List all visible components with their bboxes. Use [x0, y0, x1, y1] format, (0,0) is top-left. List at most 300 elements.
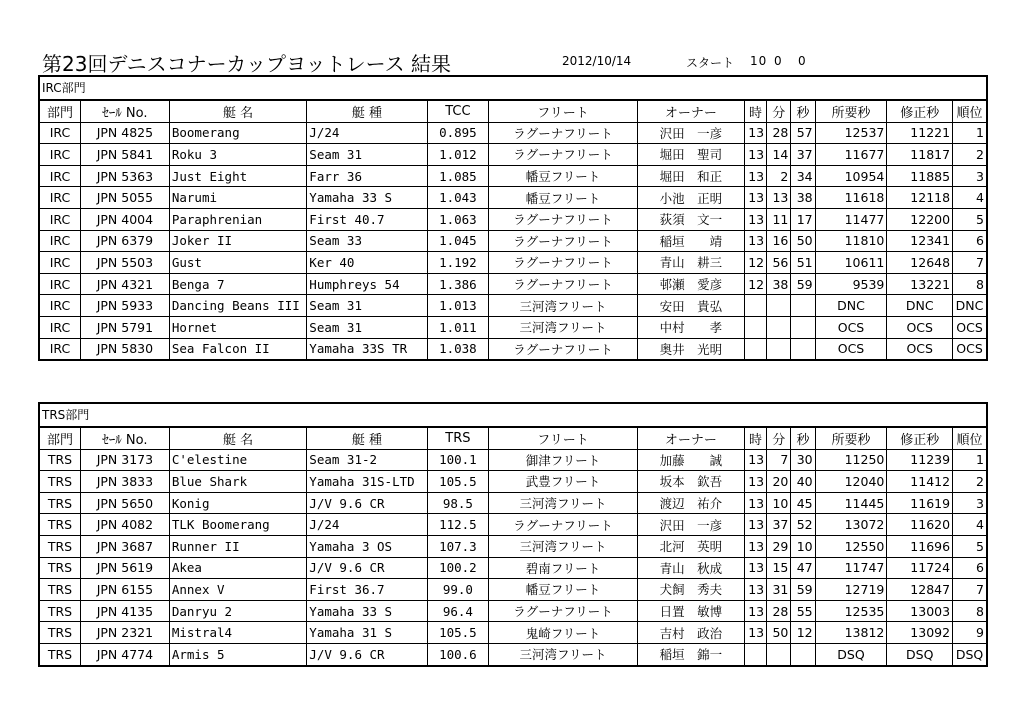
cell-boat-name: Paraphrenian: [169, 208, 306, 230]
cell-boat-type: Yamaha 33 S: [307, 600, 427, 622]
cell-hour: 13: [744, 187, 766, 209]
header-row: [40, 101, 986, 122]
table-row: [40, 471, 986, 493]
cell-minute: 7: [767, 449, 791, 471]
cell-fleet: ラグーナフリート: [489, 252, 638, 274]
cell-owner: 稲垣 錦一: [637, 643, 744, 664]
cell-division: IRC: [40, 252, 80, 274]
table-row: [40, 449, 986, 471]
cell-division: TRS: [40, 535, 80, 557]
cell-second: 47: [791, 557, 815, 579]
cell-fleet: ラグーナフリート: [489, 600, 638, 622]
cell-rank: OCS: [953, 338, 986, 359]
cell-rating: 1.011: [427, 316, 489, 338]
cell-minute: 38: [767, 273, 791, 295]
start-label: スタート: [686, 56, 735, 70]
cell-elapsed: OCS: [815, 338, 887, 359]
cell-hour: 13: [744, 122, 766, 144]
cell-elapsed: 11810: [815, 230, 887, 252]
cell-boat-name: Konig: [169, 492, 306, 514]
cell-division: TRS: [40, 600, 80, 622]
cell-division: TRS: [40, 492, 80, 514]
cell-fleet: 幡豆フリート: [489, 165, 638, 187]
cell-fleet: ラグーナフリート: [489, 338, 638, 359]
col-header-elapsed: 所要秒: [815, 428, 887, 449]
cell-owner: 邨瀬 愛彦: [637, 273, 744, 295]
cell-division: IRC: [40, 273, 80, 295]
cell-boat-name: Danryu 2: [169, 600, 306, 622]
cell-boat-name: Armis 5: [169, 643, 306, 664]
table-row: [40, 338, 986, 359]
cell-division: IRC: [40, 144, 80, 166]
cell-sail-no: JPN 4004: [80, 208, 169, 230]
cell-hour: 13: [744, 449, 766, 471]
cell-second: 59: [791, 273, 815, 295]
cell-fleet: 三河湾フリート: [489, 295, 638, 317]
cell-boat-type: Farr 36: [307, 165, 427, 187]
cell-minute: 13: [767, 187, 791, 209]
cell-minute: 28: [767, 600, 791, 622]
cell-sail-no: JPN 4825: [80, 122, 169, 144]
cell-rank: 2: [953, 471, 986, 493]
cell-hour: 12: [744, 273, 766, 295]
col-header-corrected: 修正秒: [887, 101, 953, 122]
cell-hour: 13: [744, 557, 766, 579]
cell-sail-no: JPN 2321: [80, 622, 169, 644]
cell-division: TRS: [40, 622, 80, 644]
cell-boat-type: Yamaha 33S TR: [307, 338, 427, 359]
cell-sail-no: JPN 5503: [80, 252, 169, 274]
cell-corrected: 12118: [887, 187, 953, 209]
cell-boat-type: Seam 31: [307, 316, 427, 338]
cell-division: TRS: [40, 449, 80, 471]
cell-division: IRC: [40, 230, 80, 252]
cell-corrected: 12648: [887, 252, 953, 274]
cell-hour: 13: [744, 622, 766, 644]
col-header-owner: オーナー: [637, 428, 744, 449]
cell-second: 40: [791, 471, 815, 493]
cell-rank: 8: [953, 600, 986, 622]
cell-owner: 堀田 和正: [637, 165, 744, 187]
cell-minute: 10: [767, 492, 791, 514]
cell-fleet: ラグーナフリート: [489, 208, 638, 230]
start-second: 0: [798, 54, 807, 68]
table-row: [40, 165, 986, 187]
cell-rating: 1.386: [427, 273, 489, 295]
col-header-boat-type: 艇 種: [307, 428, 427, 449]
cell-fleet: 三河湾フリート: [489, 643, 638, 664]
results-table: [40, 101, 986, 359]
cell-elapsed: 13812: [815, 622, 887, 644]
cell-elapsed: 11445: [815, 492, 887, 514]
cell-hour: 12: [744, 252, 766, 274]
race-date: 2012/10/14: [562, 54, 632, 68]
col-header-hour: 時: [744, 101, 766, 122]
cell-fleet: 幡豆フリート: [489, 187, 638, 209]
cell-rank: 7: [953, 252, 986, 274]
col-header-minute: 分: [767, 428, 791, 449]
cell-minute: 20: [767, 471, 791, 493]
col-header-fleet: フリート: [489, 428, 638, 449]
cell-owner: 小池 正明: [637, 187, 744, 209]
irc-section: [38, 75, 988, 361]
cell-owner: 中村 孝: [637, 316, 744, 338]
cell-second: 52: [791, 514, 815, 536]
cell-boat-type: J/V 9.6 CR: [307, 492, 427, 514]
start-time: [750, 54, 822, 68]
cell-minute: 56: [767, 252, 791, 274]
cell-second: 37: [791, 144, 815, 166]
cell-elapsed: 10954: [815, 165, 887, 187]
cell-owner: 稲垣 靖: [637, 230, 744, 252]
table-row: [40, 643, 986, 664]
cell-second: 34: [791, 165, 815, 187]
cell-owner: 堀田 聖司: [637, 144, 744, 166]
cell-rating: 100.1: [427, 449, 489, 471]
cell-hour: 13: [744, 600, 766, 622]
cell-second: 59: [791, 579, 815, 601]
cell-rating: 1.063: [427, 208, 489, 230]
cell-rank: 8: [953, 273, 986, 295]
cell-corrected: 11221: [887, 122, 953, 144]
col-header-division: 部門: [40, 428, 80, 449]
col-header-minute: 分: [767, 101, 791, 122]
cell-rank: 5: [953, 535, 986, 557]
col-header-rank: 順位: [953, 428, 986, 449]
cell-rank: 7: [953, 579, 986, 601]
cell-hour: 13: [744, 492, 766, 514]
cell-second: [791, 295, 815, 317]
cell-boat-name: Sea Falcon II: [169, 338, 306, 359]
cell-corrected: 13221: [887, 273, 953, 295]
col-header-division: 部門: [40, 101, 80, 122]
cell-rank: 1: [953, 122, 986, 144]
cell-owner: 加藤 誠: [637, 449, 744, 471]
cell-elapsed: 11250: [815, 449, 887, 471]
col-header-sail-no: ｾｰﾙ No.: [80, 428, 169, 449]
col-header-corrected: 修正秒: [887, 428, 953, 449]
cell-elapsed: 12040: [815, 471, 887, 493]
cell-hour: 13: [744, 471, 766, 493]
table-row: [40, 579, 986, 601]
cell-rank: 5: [953, 208, 986, 230]
section-title: TRS部門: [40, 404, 986, 428]
col-header-second: 秒: [791, 428, 815, 449]
cell-division: TRS: [40, 557, 80, 579]
cell-corrected: 13092: [887, 622, 953, 644]
col-header-rating: TCC: [427, 101, 489, 122]
col-header-sail-no: ｾｰﾙ No.: [80, 101, 169, 122]
cell-boat-type: First 36.7: [307, 579, 427, 601]
cell-sail-no: JPN 5791: [80, 316, 169, 338]
col-header-owner: オーナー: [637, 101, 744, 122]
cell-sail-no: JPN 5933: [80, 295, 169, 317]
cell-rating: 112.5: [427, 514, 489, 536]
cell-rank: 2: [953, 144, 986, 166]
cell-minute: 29: [767, 535, 791, 557]
cell-rank: 4: [953, 514, 986, 536]
cell-hour: [744, 295, 766, 317]
cell-elapsed: 11747: [815, 557, 887, 579]
cell-owner: 日置 敏博: [637, 600, 744, 622]
cell-elapsed: 12719: [815, 579, 887, 601]
cell-hour: [744, 316, 766, 338]
cell-minute: 11: [767, 208, 791, 230]
cell-division: TRS: [40, 471, 80, 493]
cell-sail-no: JPN 4135: [80, 600, 169, 622]
cell-owner: 青山 秋成: [637, 557, 744, 579]
start-minute: 0: [774, 54, 783, 68]
col-header-boat-name: 艇 名: [169, 428, 306, 449]
cell-rating: 1.012: [427, 144, 489, 166]
cell-minute: 28: [767, 122, 791, 144]
col-header-second: 秒: [791, 101, 815, 122]
cell-second: 17: [791, 208, 815, 230]
cell-minute: [767, 316, 791, 338]
cell-elapsed: 12535: [815, 600, 887, 622]
cell-rating: 96.4: [427, 600, 489, 622]
cell-corrected: 11885: [887, 165, 953, 187]
cell-corrected: OCS: [887, 316, 953, 338]
cell-corrected: 11239: [887, 449, 953, 471]
cell-second: [791, 643, 815, 664]
col-header-elapsed: 所要秒: [815, 101, 887, 122]
cell-minute: 50: [767, 622, 791, 644]
table-row: [40, 492, 986, 514]
cell-fleet: ラグーナフリート: [489, 122, 638, 144]
cell-boat-type: J/V 9.6 CR: [307, 557, 427, 579]
section-title: IRC部門: [40, 77, 986, 101]
cell-corrected: 12341: [887, 230, 953, 252]
cell-corrected: 11619: [887, 492, 953, 514]
cell-division: IRC: [40, 122, 80, 144]
cell-sail-no: JPN 5619: [80, 557, 169, 579]
cell-rating: 98.5: [427, 492, 489, 514]
col-header-boat-name: 艇 名: [169, 101, 306, 122]
cell-boat-name: Roku 3: [169, 144, 306, 166]
cell-corrected: OCS: [887, 338, 953, 359]
cell-boat-name: C'elestine: [169, 449, 306, 471]
table-row: [40, 622, 986, 644]
col-header-boat-type: 艇 種: [307, 101, 427, 122]
results-table: [40, 428, 986, 665]
cell-owner: 犬飼 秀夫: [637, 579, 744, 601]
cell-fleet: 三河湾フリート: [489, 316, 638, 338]
cell-minute: [767, 295, 791, 317]
table-row: [40, 295, 986, 317]
cell-rating: 1.038: [427, 338, 489, 359]
cell-owner: 渡辺 祐介: [637, 492, 744, 514]
cell-boat-name: Blue Shark: [169, 471, 306, 493]
cell-fleet: 幡豆フリート: [489, 579, 638, 601]
cell-hour: 13: [744, 230, 766, 252]
cell-minute: 37: [767, 514, 791, 536]
cell-corrected: 13003: [887, 600, 953, 622]
cell-fleet: 鬼崎フリート: [489, 622, 638, 644]
cell-boat-type: Seam 31: [307, 295, 427, 317]
report-header: [42, 48, 1002, 76]
cell-boat-name: Runner II: [169, 535, 306, 557]
cell-owner: 沢田 一彦: [637, 514, 744, 536]
cell-corrected: 11817: [887, 144, 953, 166]
cell-rating: 1.013: [427, 295, 489, 317]
cell-corrected: 12847: [887, 579, 953, 601]
cell-hour: 13: [744, 208, 766, 230]
cell-elapsed: 11618: [815, 187, 887, 209]
cell-boat-name: Hornet: [169, 316, 306, 338]
col-header-rank: 順位: [953, 101, 986, 122]
cell-elapsed: 11677: [815, 144, 887, 166]
cell-fleet: 碧南フリート: [489, 557, 638, 579]
cell-sail-no: JPN 5055: [80, 187, 169, 209]
cell-fleet: 御津フリート: [489, 449, 638, 471]
cell-rank: OCS: [953, 316, 986, 338]
cell-minute: 15: [767, 557, 791, 579]
cell-minute: [767, 643, 791, 664]
cell-boat-type: Seam 31-2: [307, 449, 427, 471]
cell-division: IRC: [40, 316, 80, 338]
cell-rating: 1.085: [427, 165, 489, 187]
cell-division: TRS: [40, 579, 80, 601]
cell-rank: 6: [953, 230, 986, 252]
col-header-hour: 時: [744, 428, 766, 449]
cell-sail-no: JPN 4321: [80, 273, 169, 295]
cell-division: IRC: [40, 187, 80, 209]
cell-rating: 99.0: [427, 579, 489, 601]
table-row: [40, 316, 986, 338]
col-header-fleet: フリート: [489, 101, 638, 122]
cell-rating: 100.2: [427, 557, 489, 579]
cell-sail-no: JPN 5363: [80, 165, 169, 187]
cell-corrected: 11620: [887, 514, 953, 536]
cell-second: 10: [791, 535, 815, 557]
cell-fleet: ラグーナフリート: [489, 144, 638, 166]
cell-corrected: 12200: [887, 208, 953, 230]
cell-boat-type: Ker 40: [307, 252, 427, 274]
cell-owner: 坂本 欽吾: [637, 471, 744, 493]
cell-boat-name: Annex V: [169, 579, 306, 601]
cell-elapsed: 9539: [815, 273, 887, 295]
cell-elapsed: 10611: [815, 252, 887, 274]
cell-owner: 安田 貴弘: [637, 295, 744, 317]
cell-sail-no: JPN 6379: [80, 230, 169, 252]
cell-boat-name: Akea: [169, 557, 306, 579]
cell-hour: 13: [744, 165, 766, 187]
cell-corrected: DSQ: [887, 643, 953, 664]
table-row: [40, 535, 986, 557]
cell-sail-no: JPN 6155: [80, 579, 169, 601]
cell-elapsed: DNC: [815, 295, 887, 317]
cell-division: IRC: [40, 165, 80, 187]
cell-second: 51: [791, 252, 815, 274]
cell-fleet: 三河湾フリート: [489, 492, 638, 514]
cell-boat-type: Yamaha 33 S: [307, 187, 427, 209]
cell-elapsed: OCS: [815, 316, 887, 338]
table-row: [40, 514, 986, 536]
cell-sail-no: JPN 3687: [80, 535, 169, 557]
cell-boat-type: Seam 31: [307, 144, 427, 166]
cell-sail-no: JPN 5830: [80, 338, 169, 359]
cell-hour: 13: [744, 514, 766, 536]
cell-elapsed: DSQ: [815, 643, 887, 664]
cell-second: 38: [791, 187, 815, 209]
cell-boat-type: Seam 33: [307, 230, 427, 252]
cell-rating: 105.5: [427, 622, 489, 644]
cell-boat-name: Boomerang: [169, 122, 306, 144]
cell-rank: DSQ: [953, 643, 986, 664]
cell-division: IRC: [40, 338, 80, 359]
cell-elapsed: 12550: [815, 535, 887, 557]
trs-section: [38, 402, 988, 667]
cell-boat-name: Narumi: [169, 187, 306, 209]
cell-rank: 3: [953, 165, 986, 187]
cell-corrected: 11412: [887, 471, 953, 493]
cell-sail-no: JPN 3173: [80, 449, 169, 471]
cell-second: 57: [791, 122, 815, 144]
cell-boat-name: Gust: [169, 252, 306, 274]
cell-fleet: 武豊フリート: [489, 471, 638, 493]
cell-boat-name: TLK Boomerang: [169, 514, 306, 536]
table-row: [40, 208, 986, 230]
cell-rating: 0.895: [427, 122, 489, 144]
cell-boat-name: Just Eight: [169, 165, 306, 187]
cell-division: TRS: [40, 514, 80, 536]
cell-rating: 105.5: [427, 471, 489, 493]
table-row: [40, 122, 986, 144]
cell-corrected: 11696: [887, 535, 953, 557]
cell-boat-type: J/24: [307, 122, 427, 144]
cell-rank: 3: [953, 492, 986, 514]
cell-rank: 6: [953, 557, 986, 579]
cell-rating: 107.3: [427, 535, 489, 557]
cell-rating: 1.192: [427, 252, 489, 274]
cell-hour: 13: [744, 144, 766, 166]
cell-owner: 北河 英明: [637, 535, 744, 557]
cell-boat-type: J/24: [307, 514, 427, 536]
cell-minute: [767, 338, 791, 359]
cell-owner: 吉村 政治: [637, 622, 744, 644]
table-row: [40, 557, 986, 579]
cell-boat-type: Yamaha 3 OS: [307, 535, 427, 557]
cell-second: 45: [791, 492, 815, 514]
cell-boat-type: J/V 9.6 CR: [307, 643, 427, 664]
cell-boat-type: Humphreys 54: [307, 273, 427, 295]
cell-elapsed: 13072: [815, 514, 887, 536]
cell-division: TRS: [40, 643, 80, 664]
cell-boat-name: Dancing Beans III: [169, 295, 306, 317]
cell-minute: 14: [767, 144, 791, 166]
cell-rank: DNC: [953, 295, 986, 317]
cell-fleet: ラグーナフリート: [489, 273, 638, 295]
cell-rank: 1: [953, 449, 986, 471]
cell-minute: 2: [767, 165, 791, 187]
cell-rating: 100.6: [427, 643, 489, 664]
cell-corrected: DNC: [887, 295, 953, 317]
cell-second: [791, 316, 815, 338]
table-row: [40, 230, 986, 252]
cell-sail-no: JPN 3833: [80, 471, 169, 493]
cell-fleet: ラグーナフリート: [489, 514, 638, 536]
cell-rank: 9: [953, 622, 986, 644]
cell-rating: 1.045: [427, 230, 489, 252]
cell-owner: 青山 耕三: [637, 252, 744, 274]
cell-minute: 31: [767, 579, 791, 601]
table-row: [40, 144, 986, 166]
cell-hour: 13: [744, 579, 766, 601]
cell-sail-no: JPN 5650: [80, 492, 169, 514]
cell-boat-type: Yamaha 31S-LTD: [307, 471, 427, 493]
cell-corrected: 11724: [887, 557, 953, 579]
